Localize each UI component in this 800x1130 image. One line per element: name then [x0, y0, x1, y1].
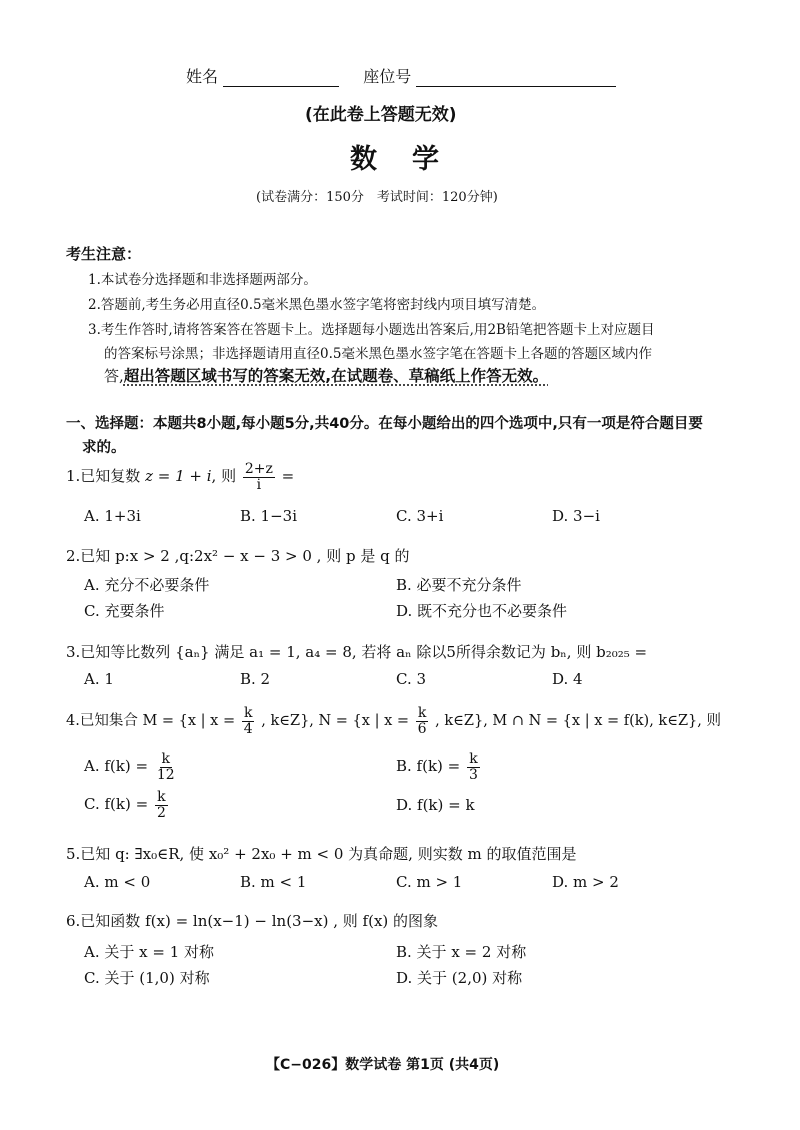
invalid-note: (在此卷上答题无效) — [305, 105, 457, 125]
q6-option-c: C. 关于 (1,0) 对称 — [84, 969, 210, 987]
q4-frac1-den: 4 — [243, 720, 253, 737]
q4-part2: , k∈Z}, N = {x | x = — [261, 713, 410, 730]
question-6: 6.已知函数 f(x) = ln(x−1) − ln(3−x) , 则 f(x) 的图象 — [66, 912, 439, 930]
q2-option-d: D. 既不充分也不必要条件 — [396, 602, 568, 620]
q4-option-b-den: 3 — [469, 766, 478, 783]
q1-option-b: B. 1−3i — [240, 507, 298, 525]
q1-fraction — [243, 462, 275, 492]
q5-option-c: C. m > 1 — [396, 873, 463, 891]
q1-frac-den: i — [256, 476, 262, 493]
q2-option-a: A. 充分不必要条件 — [84, 576, 210, 594]
q6-option-b: B. 关于 x = 2 对称 — [396, 943, 527, 961]
question-2: 2.已知 p:x > 2 ,q:2x² − x − 3 > 0 , 则 p 是 q 的 — [66, 547, 410, 565]
question-4 — [66, 706, 721, 736]
name-label: 姓名 — [186, 67, 219, 86]
notice-item-2: 2.答题前,考生务必用直径0.5毫米黑色墨水签字笔将密封线内项目填写清楚。 — [88, 297, 546, 313]
q4-option-c-num: k — [157, 789, 166, 805]
q4-part1: 4.已知集合 M = {x | x = — [66, 713, 236, 730]
seat-label: 座位号 — [363, 67, 412, 86]
q4-frac2-num: k — [417, 705, 427, 721]
q4-frac2-den: 6 — [417, 720, 427, 737]
q4-option-b-num: k — [469, 751, 478, 767]
notice-item-3-end — [104, 364, 548, 386]
q1-tail: = — [281, 467, 295, 486]
notice-item-3-end-prefix: 答, — [104, 367, 124, 385]
seat-blank — [416, 68, 616, 87]
name-field-row — [186, 64, 616, 87]
q4-option-c-prefix: C. f(k) = — [84, 795, 149, 814]
q3-option-a: A. 1 — [84, 670, 114, 688]
notice-heading: 考生注意： — [66, 245, 142, 263]
q5-option-a: A. m < 0 — [84, 873, 151, 891]
q4-option-c-den: 2 — [156, 804, 166, 821]
section1-heading-cont: 求的。 — [82, 440, 126, 456]
q2-option-b: B. 必要不充分条件 — [396, 576, 522, 594]
q3-option-d: D. 4 — [552, 670, 583, 688]
q4-option-a-prefix: A. f(k) = — [84, 757, 149, 776]
page-footer: 【C−026】数学试卷 第1页 (共4页) — [266, 1057, 500, 1073]
q4-option-b — [396, 752, 482, 782]
q5-option-b: B. m < 1 — [240, 873, 307, 891]
q1-expr: z = 1 + i — [145, 467, 212, 486]
q4-part3: , k∈Z}, M ∩ N = {x | x = f(k), k∈Z}, 则 — [435, 713, 721, 730]
notice-item-3-cont: 的答案标号涂黑；非选择题请用直径0.5毫米黑色墨水签字笔在答题卡上各题的答题区域内作 — [104, 346, 652, 362]
section1-heading: 一、选择题：本题共8小题,每小题5分,共40分。在每小题给出的四个选项中,只有一项是符合题目要 — [66, 416, 703, 432]
q1-option-c: C. 3+i — [396, 507, 444, 525]
q4-option-a-fraction — [155, 752, 177, 782]
notice-item-1: 1.本试卷分选择题和非选择题两部分。 — [88, 272, 317, 288]
q1-prefix: 1.已知复数 — [66, 467, 141, 486]
q1-frac-num: 2+z — [244, 461, 273, 477]
q1-mid: , 则 — [211, 467, 237, 486]
q4-option-b-fraction — [467, 752, 480, 782]
q3-option-b: B. 2 — [240, 670, 271, 688]
q4-fraction-2 — [416, 706, 429, 736]
q4-frac1-num: k — [243, 705, 253, 721]
q2-option-c: C. 充要条件 — [84, 602, 165, 620]
q1-option-a: A. 1+3i — [84, 507, 141, 525]
q4-option-c — [84, 790, 170, 820]
page-title: 数 学 — [350, 144, 443, 175]
q5-option-d: D. m > 2 — [552, 873, 619, 891]
q4-option-d: D. f(k) = k — [396, 796, 475, 814]
question-5: 5.已知 q: ∃x₀∈R, 使 x₀² + 2x₀ + m < 0 为真命题, 则实数 m 的取值范围是 — [66, 845, 577, 863]
q4-fraction-1 — [242, 706, 255, 736]
exam-info: (试卷满分：150分 考试时间：120分钟) — [256, 190, 498, 205]
q3-option-c: C. 3 — [396, 670, 427, 688]
notice-emphasis: 超出答题区域书写的答案无效,在试题卷、草稿纸上作答无效。 — [123, 367, 549, 385]
q4-option-a — [84, 752, 179, 782]
q4-option-c-fraction — [155, 790, 168, 820]
notice-item-3: 3.考生作答时,请将答案答在答题卡上。选择题每小题选出答案后,用2B铅笔把答题卡上对应题目 — [88, 322, 655, 338]
q1-option-d: D. 3−i — [552, 507, 600, 525]
question-3: 3.已知等比数列 {aₙ} 满足 a₁ = 1, a₄ = 8, 若将 aₙ 除以5所得余数记为 bₙ, 则 b₂₀₂₅ = — [66, 643, 648, 661]
q4-option-a-den: 12 — [156, 766, 175, 783]
q6-option-d: D. 关于 (2,0) 对称 — [396, 969, 523, 987]
question-1 — [66, 462, 294, 492]
name-blank — [223, 68, 339, 87]
q4-option-a-num: k — [161, 751, 170, 767]
q4-option-b-prefix: B. f(k) = — [396, 757, 461, 776]
q6-option-a: A. 关于 x = 1 对称 — [84, 943, 215, 961]
